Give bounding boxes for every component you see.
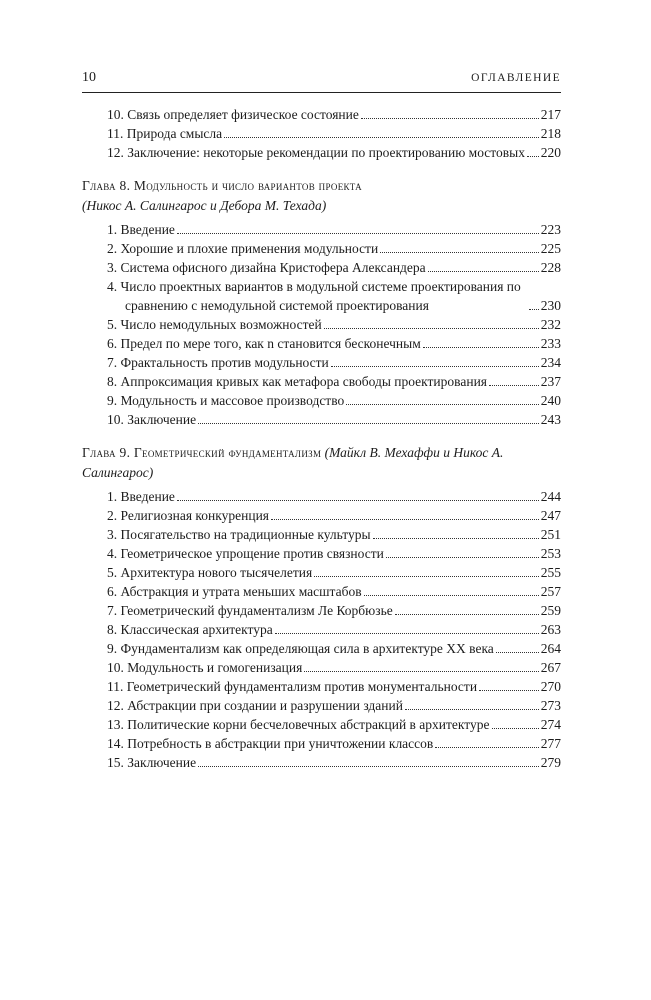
- header-rule: [82, 92, 561, 93]
- chapter-title: Глава 8. Модульность и число вариантов проекта: [82, 178, 362, 193]
- toc-entry: 10. Заключение 243: [107, 412, 561, 427]
- toc-entry: 3. Посягательство на традиционные культуры 251: [107, 527, 561, 542]
- page-number: 10: [82, 70, 96, 85]
- toc-entry: 3. Система офисного дизайна Кристофера Александера 228: [107, 260, 561, 275]
- toc-entry: 14. Потребность в абстракции при уничтожении классов 277: [107, 736, 561, 751]
- toc-entry: 4. Число проектных вариантов в модульной системе проектирования по сравнению с немодульной системой проектирования 230: [107, 279, 561, 313]
- chapter-authors: (Никос А. Салингарос и Дебора М. Техада): [82, 198, 327, 213]
- toc-entry: 7. Геометрический фундаментализм Ле Корбюзье 259: [107, 603, 561, 618]
- toc-entry: 5. Архитектура нового тысячелетия 255: [107, 565, 561, 580]
- table-of-contents: [82, 105, 561, 772]
- toc-entry: 4. Геометрическое упрощение против связности 253: [107, 546, 561, 561]
- chapter-heading: [82, 443, 561, 483]
- chapter-title: Глава 9. Геометрический фундаментализм: [82, 445, 322, 460]
- toc-entry: 7. Фрактальность против модульности 234: [107, 355, 561, 370]
- toc-entry: 1. Введение 244: [107, 489, 561, 504]
- running-title: ОГЛАВЛЕНИЕ: [471, 72, 561, 84]
- toc-entry: 8. Классическая архитектура 263: [107, 622, 561, 637]
- toc-entry: 6. Абстракция и утрата меньших масштабов 257: [107, 584, 561, 599]
- toc-entry: 1. Введение 223: [107, 222, 561, 237]
- toc-entry: 9. Модульность и массовое производство 240: [107, 393, 561, 408]
- toc-entry: 12. Абстракции при создании и разрушении зданий 273: [107, 698, 561, 713]
- toc-entry: 8. Аппроксимация кривых как метафора свободы проектирования 237: [107, 374, 561, 389]
- toc-entry: 5. Число немодульных возможностей 232: [107, 317, 561, 332]
- chapter-authors: (Майкл В. Мехаффи и Никос А. Салингарос): [82, 445, 504, 480]
- toc-entry: 2. Хорошие и плохие применения модульности 225: [107, 241, 561, 256]
- chapter-9: [82, 443, 561, 772]
- toc-entry: 10. Модульность и гомогенизация 267: [107, 660, 561, 675]
- toc-entry: 15. Заключение 279: [107, 755, 561, 770]
- toc-entry: 2. Религиозная конкуренция 247: [107, 508, 561, 523]
- toc-entry: 12. Заключение: некоторые рекомендации по проектированию мостовых 220: [107, 145, 561, 160]
- toc-entry: 6. Предел по мере того, как n становится бесконечным 233: [107, 336, 561, 351]
- toc-entry: 11. Природа смысла 218: [107, 126, 561, 141]
- toc-entry: 11. Геометрический фундаментализм против монументальности 270: [107, 679, 561, 694]
- chapter-heading: [82, 176, 561, 216]
- chapter-7-continued: [82, 105, 561, 162]
- chapter-8: [82, 176, 561, 429]
- toc-entry: 9. Фундаментализм как определяющая сила в архитектуре XX века 264: [107, 641, 561, 656]
- toc-entry: 10. Связь определяет физическое состояние 217: [107, 107, 561, 122]
- toc-entry: 13. Политические корни бесчеловечных абстракций в архитектуре 274: [107, 717, 561, 732]
